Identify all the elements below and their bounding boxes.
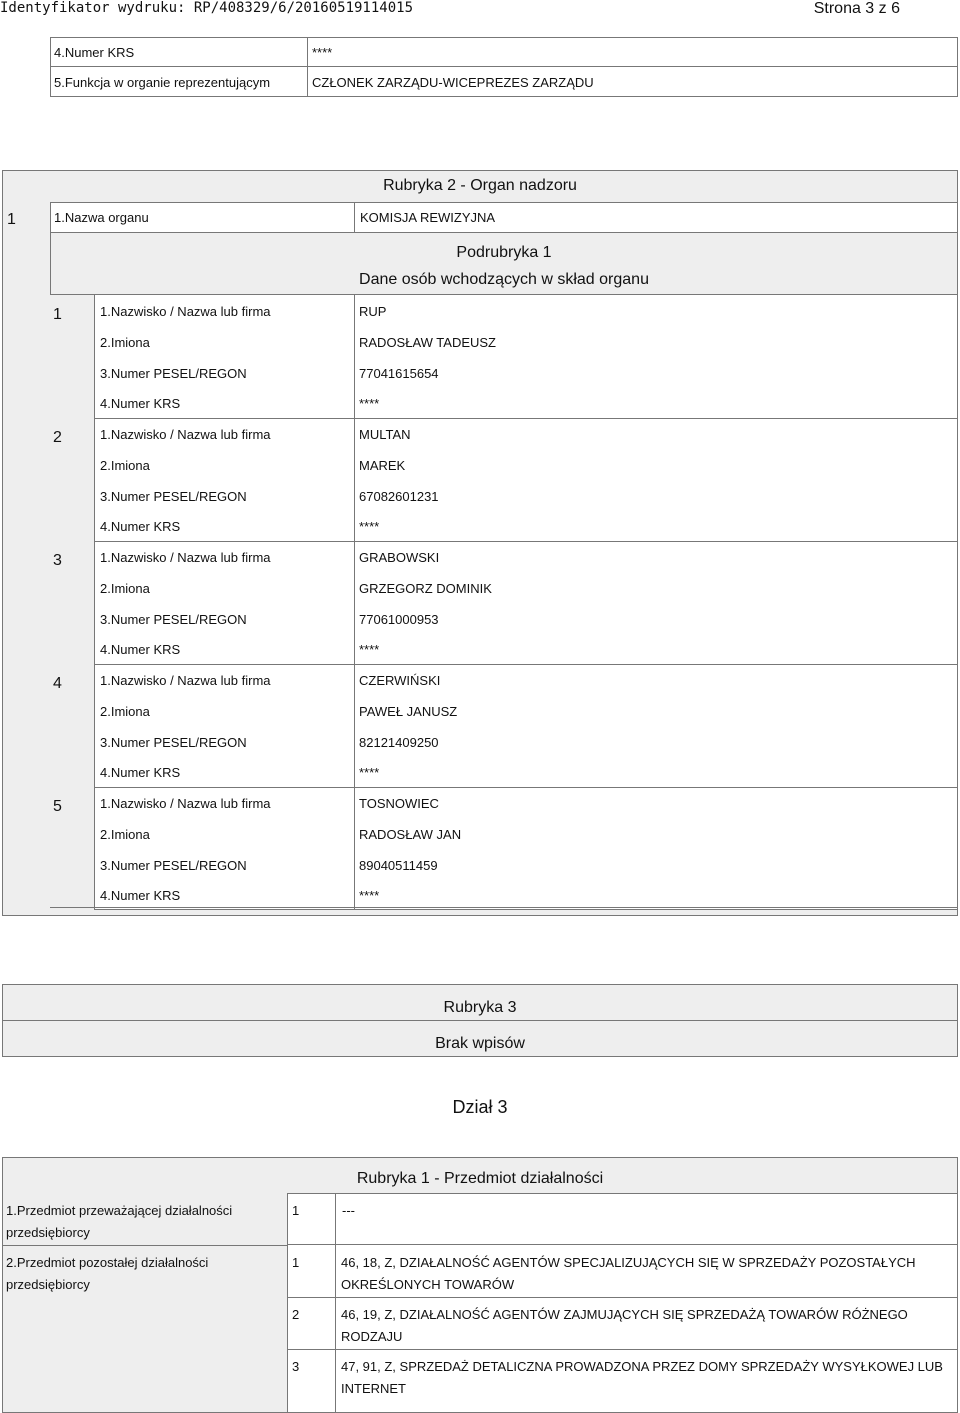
other-activity-3-text: 47, 91, Z, SPRZEDAŻ DETALICZNA PROWADZONA PRZEZ DOMY SPRZEDAŻY WYSYŁKOWEJ LUB INTERNET xyxy=(341,1359,943,1396)
dzial3-rubryka1-title: Rubryka 1 - Przedmiot działalności xyxy=(356,1170,604,1187)
rubryka3-note: Brak wpisów xyxy=(435,1035,525,1052)
other-activity-1-text: 46, 18, Z, DZIAŁALNOŚĆ AGENTÓW SPECJALIZUJĄCYCH SIĘ W SPRZEDAŻY POZOSTAŁYCH OKREŚLONYCH TOWARÓW xyxy=(341,1255,916,1292)
person-3-name-label: 1.Nazwisko / Nazwa lub firma xyxy=(100,550,271,565)
main-activity-1-text: --- xyxy=(342,1203,355,1218)
person-3-pesel-label: 3.Numer PESEL/REGON xyxy=(100,612,247,627)
top-function-label: 5.Funkcja w organie reprezentującym xyxy=(54,75,271,90)
other-activity-2-text: 46, 19, Z, DZIAŁALNOŚĆ AGENTÓW ZAJMUJĄCYCH SIĘ SPRZEDAŻĄ TOWARÓW RÓŻNEGO RODZAJU xyxy=(341,1307,908,1344)
person-5-number: 5 xyxy=(53,798,62,815)
top-krs-label: 4.Numer KRS xyxy=(54,45,135,60)
organ-name-value: KOMISJA REWIZYJNA xyxy=(360,210,496,225)
print-identifier: Identyfikator wydruku: RP/408329/6/20160519114015 xyxy=(0,0,414,16)
podrubryka-subtitle: Dane osób wchodzących w skład organu xyxy=(359,271,649,288)
person-4-pesel: 82121409250 xyxy=(359,735,439,750)
rubryka3-title: Rubryka 3 xyxy=(443,999,517,1016)
person-2-number: 2 xyxy=(53,429,62,446)
person-5-name-label: 1.Nazwisko / Nazwa lub firma xyxy=(100,796,271,811)
person-4-pesel-label: 3.Numer PESEL/REGON xyxy=(100,735,247,750)
dzial3-title: Dział 3 xyxy=(452,1097,508,1117)
person-4-imiona-label: 2.Imiona xyxy=(100,704,150,719)
person-5-pesel: 89040511459 xyxy=(359,858,438,873)
person-4-number: 4 xyxy=(53,675,62,692)
top-krs-value: **** xyxy=(312,45,333,60)
other-activity-3-number: 3 xyxy=(292,1359,300,1374)
person-3-imiona: GRZEGORZ DOMINIK xyxy=(359,581,492,596)
top-function-value: CZŁONEK ZARZĄDU-WICEPREZES ZARZĄDU xyxy=(312,75,594,90)
person-5-pesel-label: 3.Numer PESEL/REGON xyxy=(100,858,247,873)
person-5-krs-label: 4.Numer KRS xyxy=(100,888,181,903)
main-activity-1-number: 1 xyxy=(292,1203,300,1218)
person-3-pesel: 77061000953 xyxy=(359,612,439,627)
page-number: Strona 3 z 6 xyxy=(813,0,900,17)
person-2-pesel: 67082601231 xyxy=(359,489,439,504)
person-1-name: RUP xyxy=(359,304,387,319)
person-5-imiona-label: 2.Imiona xyxy=(100,827,150,842)
person-1-pesel: 77041615654 xyxy=(359,366,439,381)
person-4-imiona: PAWEŁ JANUSZ xyxy=(359,704,458,719)
person-2-imiona-label: 2.Imiona xyxy=(100,458,150,473)
person-1-number: 1 xyxy=(53,306,62,323)
person-1-krs: **** xyxy=(359,396,380,411)
person-4-name: CZERWIŃSKI xyxy=(359,673,441,688)
rubryka2-title: Rubryka 2 - Organ nadzoru xyxy=(383,177,577,194)
main-activity-label: 1.Przedmiot przeważającej działalności przedsiębiorcy xyxy=(6,1203,233,1240)
person-5-imiona: RADOSŁAW JAN xyxy=(359,827,462,842)
person-2-name: MULTAN xyxy=(359,427,411,442)
organ-name-label: 1.Nazwa organu xyxy=(54,210,149,225)
person-2-krs-label: 4.Numer KRS xyxy=(100,519,181,534)
other-activity-2-number: 2 xyxy=(292,1307,300,1322)
person-2-krs: **** xyxy=(359,519,380,534)
person-1-pesel-label: 3.Numer PESEL/REGON xyxy=(100,366,247,381)
person-2-name-label: 1.Nazwisko / Nazwa lub firma xyxy=(100,427,271,442)
podrubryka-title: Podrubryka 1 xyxy=(456,244,552,261)
person-5-krs: **** xyxy=(359,888,380,903)
person-4-krs-label: 4.Numer KRS xyxy=(100,765,181,780)
other-activity-label: 2.Przedmiot pozostałej działalności przedsiębiorcy xyxy=(6,1255,209,1292)
person-3-number: 3 xyxy=(53,552,62,569)
person-2-pesel-label: 3.Numer PESEL/REGON xyxy=(100,489,247,504)
person-2-imiona: MAREK xyxy=(359,458,406,473)
person-4-krs: **** xyxy=(359,765,380,780)
person-3-krs: **** xyxy=(359,642,380,657)
person-4-name-label: 1.Nazwisko / Nazwa lub firma xyxy=(100,673,271,688)
person-3-imiona-label: 2.Imiona xyxy=(100,581,150,596)
rubryka2-index: 1 xyxy=(7,211,16,228)
person-3-krs-label: 4.Numer KRS xyxy=(100,642,181,657)
person-1-imiona-label: 2.Imiona xyxy=(100,335,150,350)
person-1-name-label: 1.Nazwisko / Nazwa lub firma xyxy=(100,304,271,319)
other-activity-1-number: 1 xyxy=(292,1255,300,1270)
person-1-imiona: RADOSŁAW TADEUSZ xyxy=(359,335,497,350)
person-1-krs-label: 4.Numer KRS xyxy=(100,396,181,411)
person-3-name: GRABOWSKI xyxy=(359,550,440,565)
person-5-name: TOSNOWIEC xyxy=(359,796,439,811)
